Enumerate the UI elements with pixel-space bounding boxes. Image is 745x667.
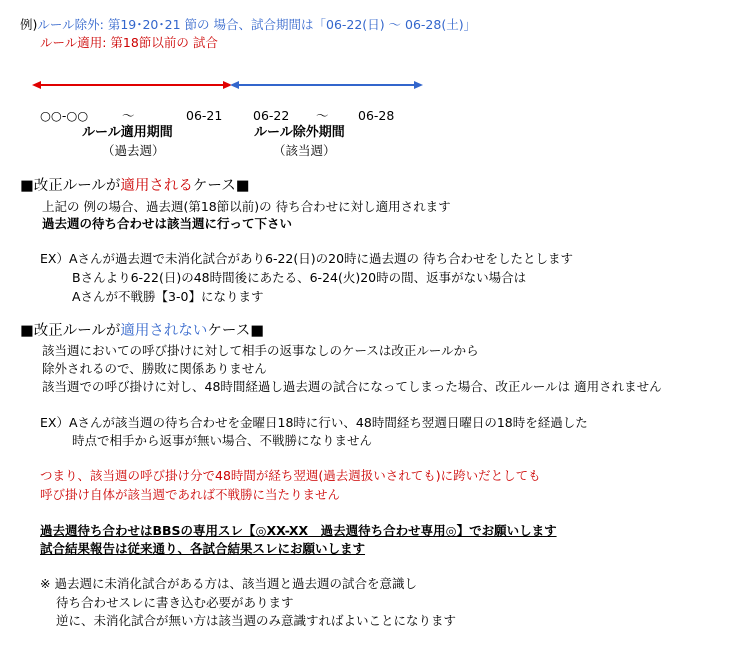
section-applied-heading-b: 適用される	[120, 178, 193, 194]
example-line-2: ルール適用: 第18節以前の 試合	[40, 35, 218, 50]
apply-period-label: ルール適用期間	[82, 125, 173, 140]
section-applied-example-1: EX）Aさんが過去週で未消化試合があり6-22(日)の20時に過去週の 待ち合わせをしたとします	[40, 251, 574, 266]
section-not-applied-line-1: 該当週においての呼び掛けに対して相手の返事なしのケースは改正ルールから	[42, 343, 479, 358]
section-applied-example-2: Bさんより6-22(日)の48時間後にあたる、6-24(火)20時の間、返事がない場合は	[72, 270, 527, 285]
footnote-line-3: 逆に、未消化試合が無い方は該当週のみ意識すればよいことになります	[56, 613, 457, 628]
apply-period-sub: （過去週）	[102, 143, 165, 158]
section-not-applied-example-2: 時点で相手から返事が無い場合、不戦勝になりません	[72, 433, 373, 448]
section-not-applied-heading	[20, 323, 264, 339]
tick-tilde-1: ～	[122, 108, 135, 123]
timeline-arrows	[0, 0, 745, 110]
example-prefix: 例)	[20, 17, 38, 32]
example-exclusion-text: ルール除外: 第19･20･21 節の 場合、試合期間は「06-22(日) ～ 06-28(土)」	[37, 17, 477, 32]
section-not-applied-line-3: 該当週での呼び掛けに対し、48時間経過し過去週の試合になってしまった場合、改正ルールは 適用されません	[42, 379, 662, 394]
tick-start: ○○-○○	[40, 108, 89, 123]
section-not-applied-red-2: 呼び掛け自体が該当週であれば不戦勝に当たりません	[40, 487, 341, 502]
tick-tilde-2: ～	[316, 108, 329, 123]
section-applied-example-3: Aさんが不戦勝【3-0】になります	[72, 289, 264, 304]
section-applied-heading-c: ケース■	[192, 178, 250, 194]
section-not-applied-red-1: つまり、該当週の呼び掛け分で48時間が経ち翌週(過去週扱いされても)に跨いだとしても	[40, 468, 541, 483]
tick-0621: 06-21	[186, 108, 223, 123]
section-applied-line-2: 過去週の待ち合わせは該当週に行って下さい	[42, 216, 293, 231]
section-not-applied-heading-b: 適用されない	[120, 323, 208, 339]
tick-0628: 06-28	[358, 108, 395, 123]
section-not-applied-heading-a: ■改正ルールが	[20, 323, 121, 339]
tick-0622: 06-22	[253, 108, 290, 123]
section-applied-line-1: 上記の 例の場合、過去週(第18節以前)の 待ち合わせに対し適用されます	[42, 199, 451, 214]
section-not-applied-example-1: EX）Aさんが該当週の待ち合わせを金曜日18時に行い、48時間経ち翌週日曜日の18時を経過した	[40, 415, 588, 430]
exclude-period-label: ルール除外期間	[254, 125, 345, 140]
notice-result-report: 試合結果報告は従来通り、各試合結果スレにお願いします	[40, 541, 366, 556]
footnote-line-1: ※ 過去週に未消化試合がある方は、該当週と過去週の試合を意識し	[40, 576, 417, 591]
section-applied-heading-a: ■改正ルールが	[20, 178, 121, 194]
footnote-line-2: 待ち合わせスレに書き込む必要があります	[56, 595, 294, 610]
apply-arrow	[32, 81, 232, 89]
exclude-period-sub: （該当週）	[273, 143, 336, 158]
notice-bbs-thread: 過去週待ち合わせはBBSの専用スレ【◎XX-XX 過去週待ち合わせ専用◎】でお願いします	[40, 523, 557, 538]
exclude-arrow	[230, 81, 423, 89]
section-not-applied-heading-c: ケース■	[207, 323, 264, 339]
section-not-applied-line-2: 除外されるので、勝敗に関係ありません	[42, 361, 267, 376]
section-applied-heading	[20, 178, 249, 194]
